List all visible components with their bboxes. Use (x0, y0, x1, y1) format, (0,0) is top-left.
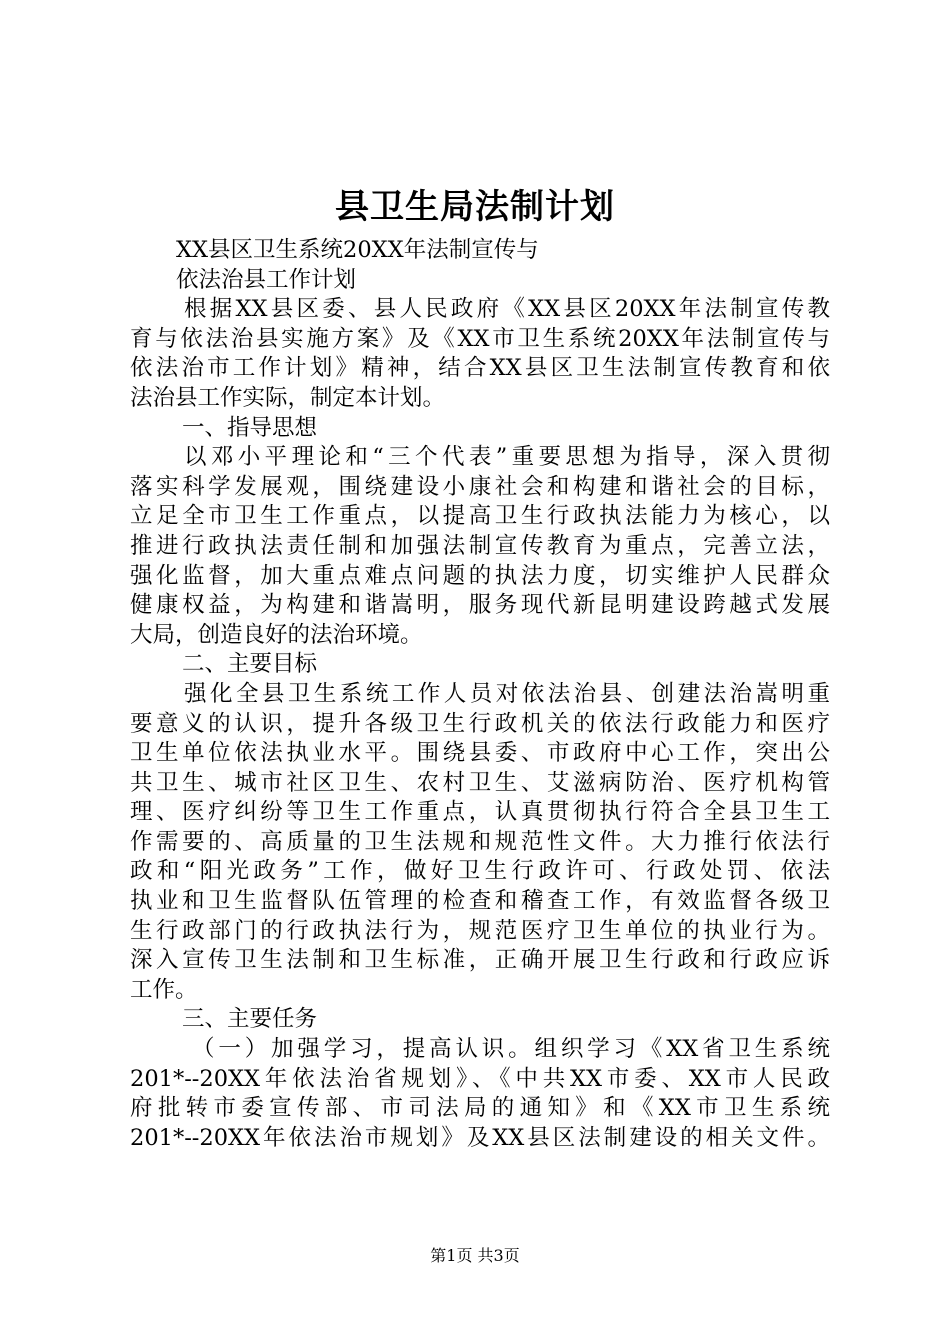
paragraph-line: 大局，创造良好的法治环境。 (130, 621, 423, 648)
section-heading-2: 二、主要目标 (182, 651, 318, 678)
paragraph-line: 根据XX县区委、县人民政府《XX县区20XX年法制宣传教 (184, 296, 830, 323)
paragraph-line: 育与依法治县实施方案》及《XX市卫生系统20XX年法制宣传与 (130, 325, 830, 352)
paragraph-line: 立足全市卫生工作重点，以提高卫生行政执法能力为核心，以 (130, 503, 830, 530)
paragraph-line: 政和“阳光政务”工作，做好卫生行政许可、行政处罚、依法 (130, 858, 830, 885)
document-body (130, 236, 830, 1153)
paragraph-line: 201*--20XX年依法治市规划》及XX县区法制建设的相关文件。 (130, 1124, 830, 1151)
paragraph-line: 201*--20XX年依法治省规划》、《中共XX市委、XX市人民政 (130, 1065, 830, 1092)
paragraph-line: 法治县工作实际，制定本计划。 (130, 384, 446, 411)
paragraph-line: 强化监督，加大重点难点问题的执法力度，切实维护人民群众 (130, 562, 830, 589)
paragraph-line: 强化全县卫生系统工作人员对依法治县、创建法治嵩明重 (184, 680, 830, 707)
paragraph-line: 落实科学发展观，围绕建设小康社会和构建和谐社会的目标， (130, 473, 830, 500)
paragraph-line: 深入宣传卫生法制和卫生标准，正确开展卫生行政和行政应诉 (130, 947, 830, 974)
paragraph-line: 卫生单位依法执业水平。围绕县委、市政府中心工作，突出公 (130, 740, 830, 767)
paragraph-line: 健康权益，为构建和谐嵩明，服务现代新昆明建设跨越式发展 (130, 592, 830, 619)
paragraph-line: 推进行政执法责任制和加强法制宣传教育为重点，完善立法， (130, 532, 830, 559)
paragraph-line: 依法治市工作计划》精神，结合XX县区卫生法制宣传教育和依 (130, 355, 830, 382)
paragraph-line: （一）加强学习，提高认识。组织学习《XX省卫生系统 (192, 1036, 830, 1063)
paragraph-line: 工作。 (130, 976, 198, 1003)
paragraph-line: 执业和卫生监督队伍管理的检查和稽查工作，有效监督各级卫 (130, 888, 830, 915)
paragraph-line: 以邓小平理论和“三个代表”重要思想为指导，深入贯彻 (184, 444, 830, 471)
page-footer: 第1页 共3页 (430, 1246, 520, 1265)
paragraph-line: 共卫生、城市社区卫生、农村卫生、艾滋病防治、医疗机构管 (130, 769, 830, 796)
paragraph-line: 理、医疗纠纷等卫生工作重点，认真贯彻执行符合全县卫生工 (130, 799, 830, 826)
subtitle-line-1: XX县区卫生系统20XX年法制宣传与 (176, 237, 539, 263)
document-title: 县卫生局法制计划 (335, 187, 615, 227)
paragraph-line: 要意义的认识，提升各级卫生行政机关的依法行政能力和医疗 (130, 710, 830, 737)
paragraph-line: 生行政部门的行政执法行为，规范医疗卫生单位的执业行为。 (130, 917, 830, 944)
section-heading-3: 三、主要任务 (182, 1006, 318, 1033)
section-heading-1: 一、指导思想 (182, 414, 318, 441)
paragraph-line: 府批转市委宣传部、市司法局的通知》和《XX市卫生系统 (130, 1095, 830, 1122)
subtitle-line-2: 依法治县工作计划 (176, 266, 357, 293)
paragraph-line: 作需要的、高质量的卫生法规和规范性文件。大力推行依法行 (130, 828, 830, 855)
